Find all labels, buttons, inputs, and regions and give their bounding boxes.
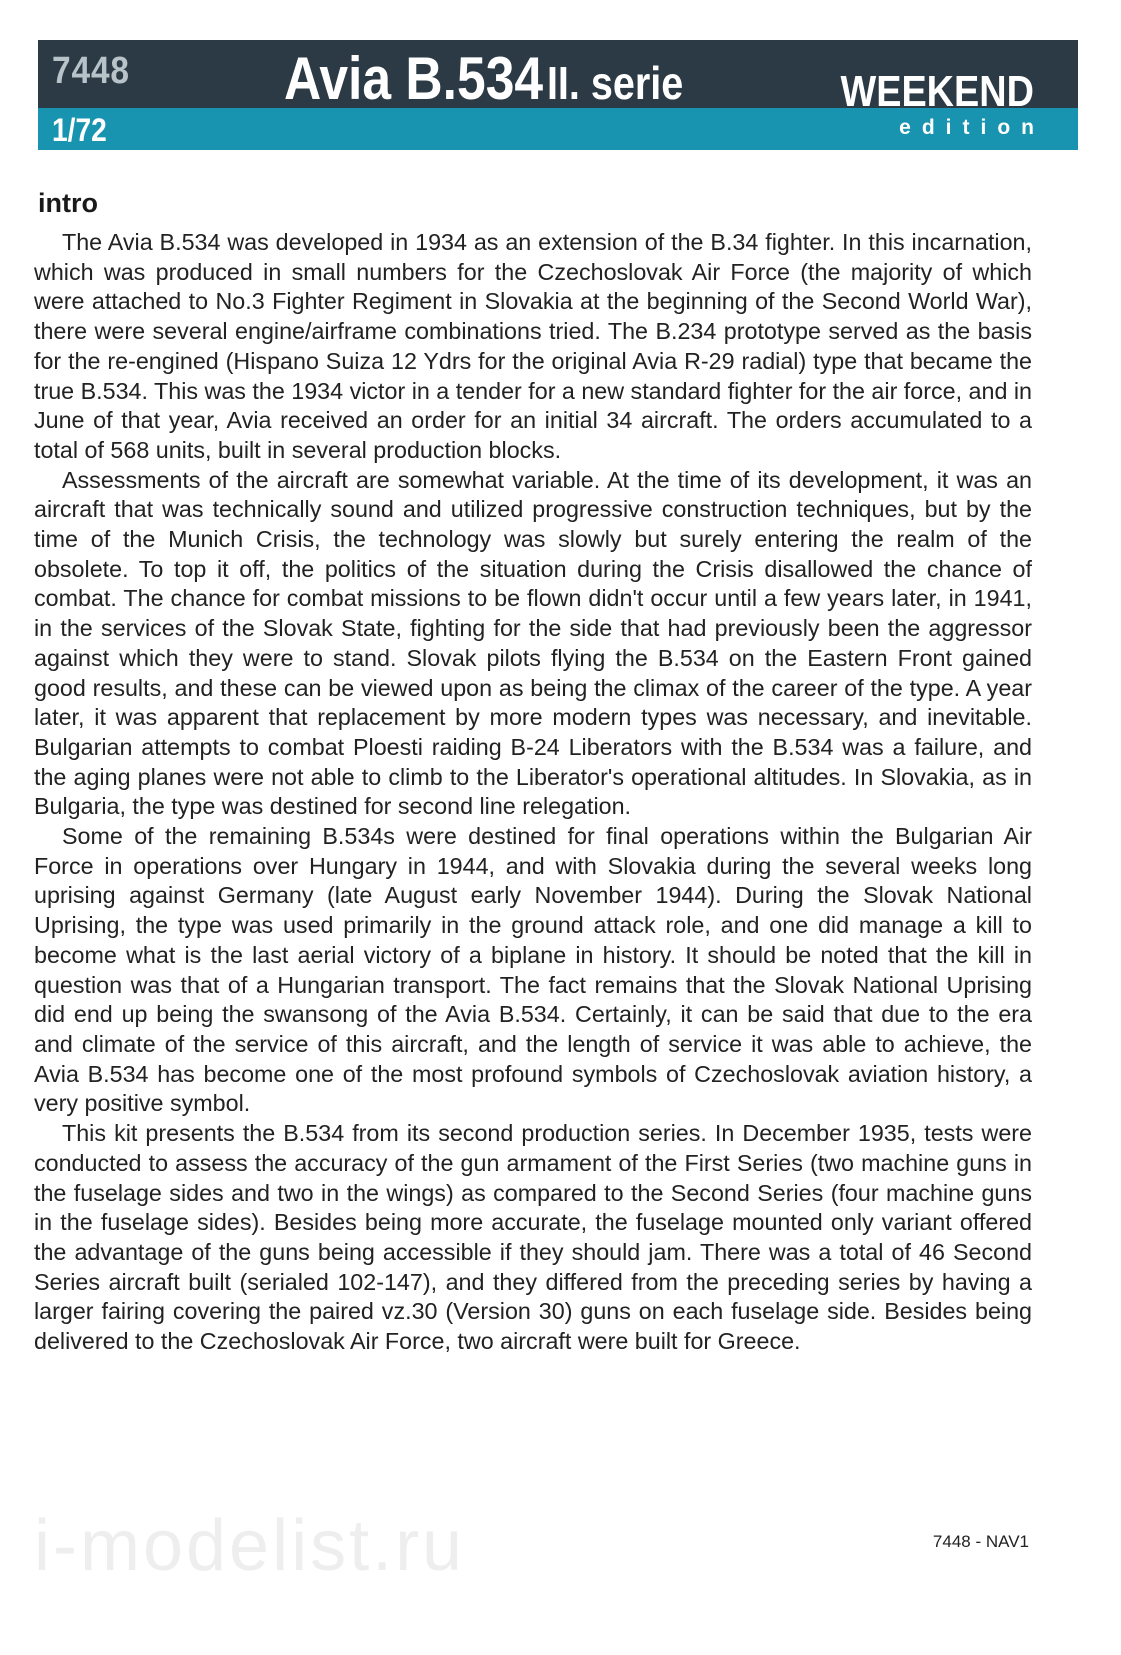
intro-body (34, 228, 1032, 1357)
kit-scale: 1/72 (52, 112, 107, 148)
edition-logo-sub: edition (899, 116, 1045, 139)
edition-logo-main: WEEKEND (840, 67, 1034, 116)
paragraph: The Avia B.534 was developed in 1934 as an extension of the B.34 fighter. In this incarnation, which was produced in small numbers for the Czechoslovak Air Force (the majority of which were attached to No.3 Fighter Regiment in Slovakia at the beginning of the Second World War), there were several engine/airframe combinations tried. The B.234 prototype served as the basis for the re-engined (Hispano Suiza 12 Ydrs for the original Avia R-29 radial) type that became the true B.534. This was the 1934 victor in a tender for a new standard fighter for the air force, and in June of that year, Avia received an order for an initial 34 aircraft. The orders accumulated to a total of 568 units, built in several production blocks. (34, 229, 1033, 463)
paragraph: This kit presents the B.534 from its second production series. In December 1935, tests were conducted to assess the accuracy of the gun armament of the First Series (two machine guns in the fuselage sides and two in the wings) as compared to the Second Series (four machine guns in the fuselage sides). Besides being more accurate, the fuselage mounted only variant offered the advantage of the guns being accessible if they should jam. There was a total of 46 Second Series aircraft built (serialed 102-147), and they differed from the preceding series by having a larger fairing covering the paired vz.30 (Version 30) guns on each fuselage side. Besides being delivered to the Czechoslovak Air Force, two aircraft were built for Greece. (34, 1120, 1032, 1355)
paragraph: Assessments of the aircraft are somewhat variable. At the time of its development, it was an aircraft that was technically sound and utilized progressive construction techniques, but by the time of the Munich Crisis, the technology was slowly but surely entering the realm of the obsolete. To top it off, the politics of the situation during the Crisis disallowed the chance of combat. The chance for combat missions to be flown didn't occur until a few years later, in 1941, in the services of the Slovak State, fighting for the side that had previously been the aggressor against which they were to stand. Slovak pilots flying the B.534 on the Eastern Front gained good results, and these can be viewed upon as being the climax of the career of the type. A year later, it was apparent that replacement by more modern types was necessary, and inevitable. Bulgarian attempts to combat Ploesti raiding B-24 Liberators with the B.534 was a failure, and the aging planes were not able to climb to the Liberator's operational altitudes. In Slovakia, as in Bulgaria, the type was destined for second line relegation. (34, 466, 1032, 820)
kit-title-sub: II. serie (546, 57, 684, 109)
edition-logo (809, 67, 1045, 140)
page-code: 7448 - NAV1 (932, 1532, 1029, 1551)
kit-number: 7448 (52, 50, 130, 92)
title-banner (38, 40, 1078, 150)
paragraph: Some of the remaining B.534s were destined for final operations within the Bulgarian Air Force in operations over Hungary in 1944, and with Slovakia during the several weeks long uprising against Germany (late August early November 1944). During the Slovak National Uprising, the type was used primarily in the ground attack role, and one did manage a kill to become what is the last aerial victory of a biplane in history. It should be noted that the kill in question was that of a Hungarian transport. The fact remains that the Slovak National Uprising did end up being the swansong of the Avia B.534. Certainly, it can be said that due to the era and climate of the service of this aircraft, and the length of service it was able to achieve, the Avia B.534 has become one of the most profound symbols of Czechoslovak aviation history, a very positive symbol. (34, 823, 1032, 1117)
kit-title (284, 44, 683, 113)
section-heading: intro (38, 188, 98, 218)
watermark: i-modelist.ru (34, 1506, 466, 1586)
kit-title-main: Avia B.534 (284, 45, 544, 112)
